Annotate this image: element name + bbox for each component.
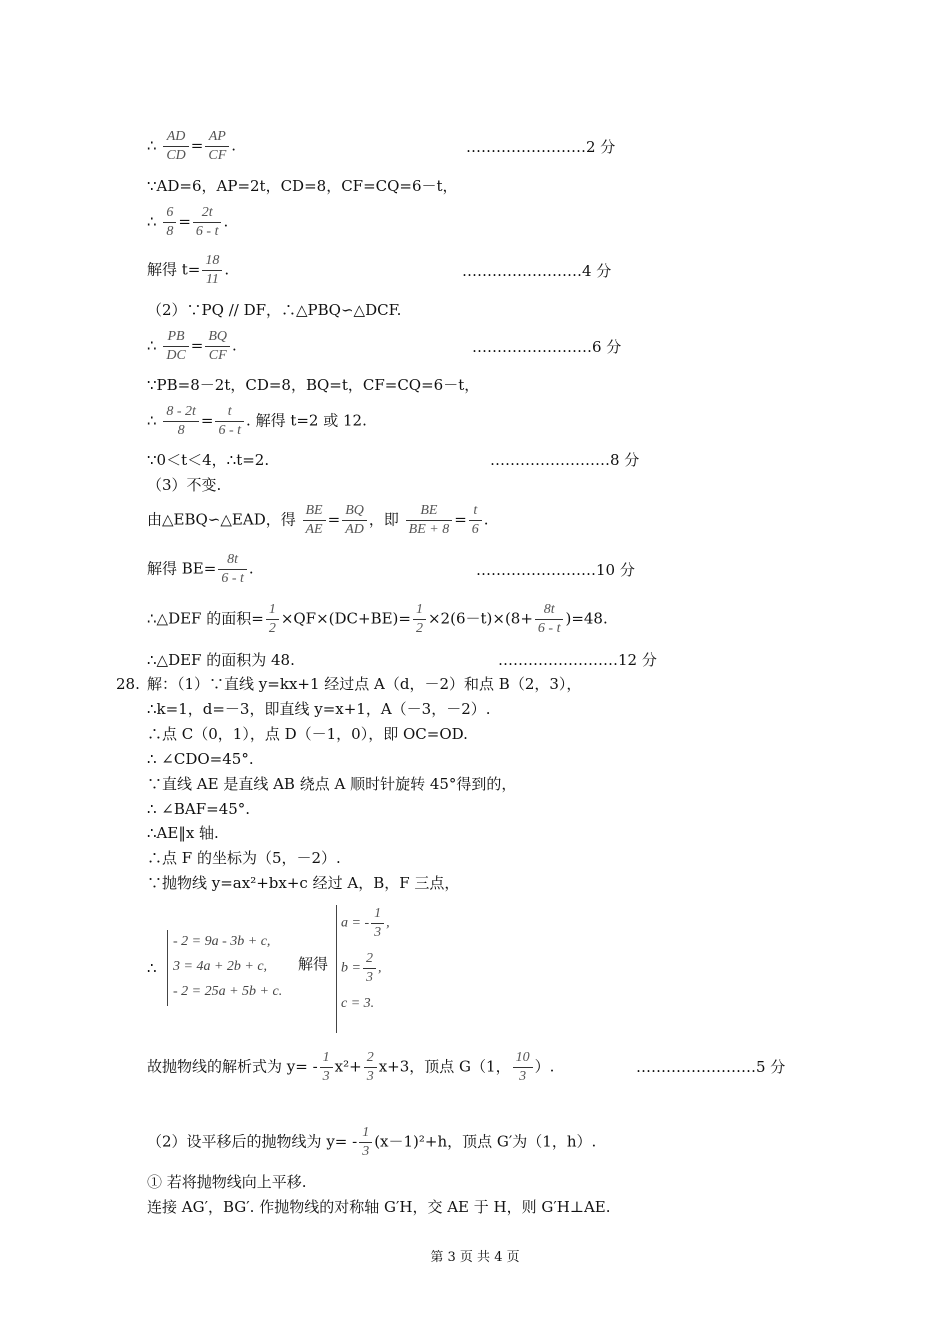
score-12: ……………………12 分 [498,651,657,669]
denominator: 3 [320,1067,333,1086]
equals: = [327,510,341,529]
score-2: ……………………2 分 [466,138,616,156]
numerator: BE [305,503,323,518]
proof-line-22: ∴点 F 的坐标为（5，－2）. [147,849,341,867]
fraction-8-2t-8 [163,403,199,440]
solve-text: . 解得 t=2 或 12. [246,411,367,430]
fraction-1-3 [359,1124,372,1161]
proof-line-16: ∴k=1，d=－3，即直线 y=x+1，A（－3，－2）. [147,700,491,718]
score-10: ……………………10 分 [476,561,635,579]
equation-2: 3 = 4a + 2b + c, [173,959,268,974]
denominator: 3 [513,1067,533,1086]
period: . [483,510,489,529]
fraction-pb-dc [163,328,188,365]
period: . [224,260,230,279]
fraction-2-3 [363,950,376,987]
numerator: 10 [515,1050,530,1065]
fraction-bq-cf [205,328,230,365]
text: ，即 [368,510,399,529]
denominator: 8 [163,222,176,241]
denominator: 11 [202,270,222,289]
denominator: BE + 8 [406,520,453,539]
numerator: PB [167,329,185,344]
therefore-symbol: ∴ [147,136,157,155]
solution-a [341,905,390,942]
proof-line-17: ∴点 C（0，1），点 D（－1，0），即 OC=OD. [147,725,468,743]
numerator: 2 [365,951,373,966]
numerator: 2 [366,1050,374,1065]
text: x+3，顶点 G（1， [378,1057,511,1076]
period: . [223,212,229,231]
proof-line-21: ∴AE‖x 轴. [147,824,219,842]
numerator: 18 [205,253,220,268]
numerator: BQ [208,329,228,344]
proof-line-1 [147,128,236,165]
fraction-2-3 [364,1049,377,1086]
question-number: 28. [116,675,140,693]
fraction-t-6 [469,502,482,539]
numerator: BQ [345,503,364,518]
fraction-be-ae [303,502,326,539]
equation-1: - 2 = 9a - 3b + c, [173,934,271,949]
proof-line-11 [147,502,489,539]
fraction-ad-cd [163,128,188,165]
numerator: t [227,404,232,419]
numerator: 8t [227,552,239,567]
numerator: 1 [415,602,423,617]
proof-line-18: ∴ ∠CDO=45°. [147,750,254,768]
numerator: 8t [543,602,555,617]
fraction-2t-6-t [193,204,222,241]
fraction-18-11 [202,252,222,289]
score-6: ……………………6 分 [472,338,622,356]
text: , [386,915,390,931]
numerator: BE [420,503,438,518]
solve-text: 解得 [298,955,329,973]
equation-3: - 2 = 25a + 5b + c. [173,984,283,999]
numerator: 1 [362,1125,370,1140]
proof-line-24 [147,1049,554,1086]
numerator: 2t [201,205,213,220]
proof-line-3 [147,204,228,241]
solve-text: 解得 BE= [147,559,217,578]
denominator: AD [342,520,367,539]
numerator: AP [208,129,226,144]
denominator: 3 [364,1067,377,1086]
fraction-bq-ad [342,502,367,539]
proof-line-6 [147,328,237,365]
text: 故抛物线的解析式为 y= - [147,1057,318,1076]
denominator: DC [163,346,188,365]
score-8: ……………………8 分 [490,451,640,469]
text: ）. [534,1057,555,1076]
fraction-1-2 [266,601,279,638]
text: ×2(6－t)×(8+ [427,609,533,628]
equals: = [190,136,204,155]
score-5: ……………………5 分 [636,1058,786,1076]
text: x²+ [334,1057,362,1076]
numerator: 1 [268,602,276,617]
denominator: CD [163,146,188,165]
proof-line-9: ∵0＜t＜4，∴t=2. [147,451,270,469]
text: (x－1)²+h，顶点 G′为（1，h）. [374,1132,597,1151]
text: a = - [341,915,370,931]
text: ×QF×(DC+BE)= [280,609,411,628]
denominator: CF [205,146,229,165]
proof-line-26: ① 若将抛物线向上平移. [147,1173,307,1191]
numerator: 1 [322,1050,330,1065]
denominator: 3 [359,1142,372,1161]
proof-line-2: ∵AD=6，AP=2t，CD=8，CF=CQ=6－t， [147,177,458,195]
proof-line-4 [147,252,229,289]
proof-line-13 [147,601,608,638]
fraction-6-8 [163,204,176,241]
equals: = [454,510,467,529]
period: . [231,136,237,155]
proof-line-19: ∵直线 AE 是直线 AB 绕点 A 顺时针旋转 45°得到的， [147,775,517,793]
proof-line-5: （2）∵PQ // DF，∴△PBQ∽△DCF. [147,301,402,319]
fraction-be-be8 [406,502,453,539]
denominator: 3 [371,923,384,942]
proof-line-14: ∴△DEF 的面积为 48. [147,651,295,669]
text: )=48. [565,609,608,628]
equals: = [178,212,191,231]
proof-line-20: ∴ ∠BAF=45°. [147,800,251,818]
period: . [248,559,254,578]
fraction-t-6-t [215,403,244,440]
proof-line-23: ∵抛物线 y=ax²+bx+c 经过 A，B，F 三点， [147,874,460,892]
therefore-symbol: ∴ [147,411,157,430]
system-brace [167,930,168,1006]
therefore-symbol: ∴ [147,336,157,355]
fraction-10-3 [513,1049,533,1086]
therefore-symbol: ∴ [147,212,157,231]
proof-line-27: 连接 AG′，BG′. 作抛物线的对称轴 G′H，交 AE 于 H，则 G′H⊥AE. [147,1198,611,1216]
proof-line-25 [147,1124,596,1161]
proof-line-7: ∵PB=8－2t，CD=8，BQ=t，CF=CQ=6－t， [147,376,480,394]
denominator: 6 - t [193,222,222,241]
text: ∴△DEF 的面积= [147,609,264,628]
solution-brace [336,905,337,1033]
numerator: 1 [374,906,382,921]
text: （2）设平移后的抛物线为 y= - [147,1132,358,1151]
therefore-symbol: ∴ [147,959,157,977]
period: . [232,336,237,355]
fraction-1-3 [371,905,384,942]
numerator: AD [166,129,186,144]
denominator: 6 - t [535,619,564,638]
denominator: 8 [163,421,199,440]
denominator: CF [205,346,230,365]
fraction-1-2 [413,601,426,638]
equals: = [190,336,204,355]
solution-c: c = 3. [341,996,375,1011]
fraction-8t-6-t [535,601,564,638]
proof-line-8 [147,403,367,440]
proof-line-15: 解：（1）∵直线 y=kx+1 经过点 A（d，－2）和点 B（2，3）， [147,675,582,693]
text: , [377,960,382,976]
proof-line-10: （3）不变. [147,476,222,494]
page-footer: 第 3 页 共 4 页 [430,1250,520,1265]
denominator: AE [303,520,326,539]
solve-text: 解得 t= [147,260,201,279]
denominator: 6 - t [215,421,244,440]
denominator: 2 [266,619,279,638]
numerator: 6 [166,205,174,220]
solution-b [341,950,381,987]
numerator: t [473,503,478,518]
denominator: 3 [363,968,376,987]
fraction-1-3 [320,1049,333,1086]
denominator: 6 [469,520,482,539]
score-4: ……………………4 分 [462,262,612,280]
fraction-ap-cf [205,128,229,165]
denominator: 6 - t [218,569,247,588]
denominator: 2 [413,619,426,638]
text: 由△EBQ∽△EAD，得 [147,510,296,529]
equals: = [200,411,214,430]
numerator: 8 - 2t [166,404,196,419]
text: b = [341,960,361,976]
fraction-8t-6-t [218,551,247,588]
proof-line-12 [147,551,254,588]
